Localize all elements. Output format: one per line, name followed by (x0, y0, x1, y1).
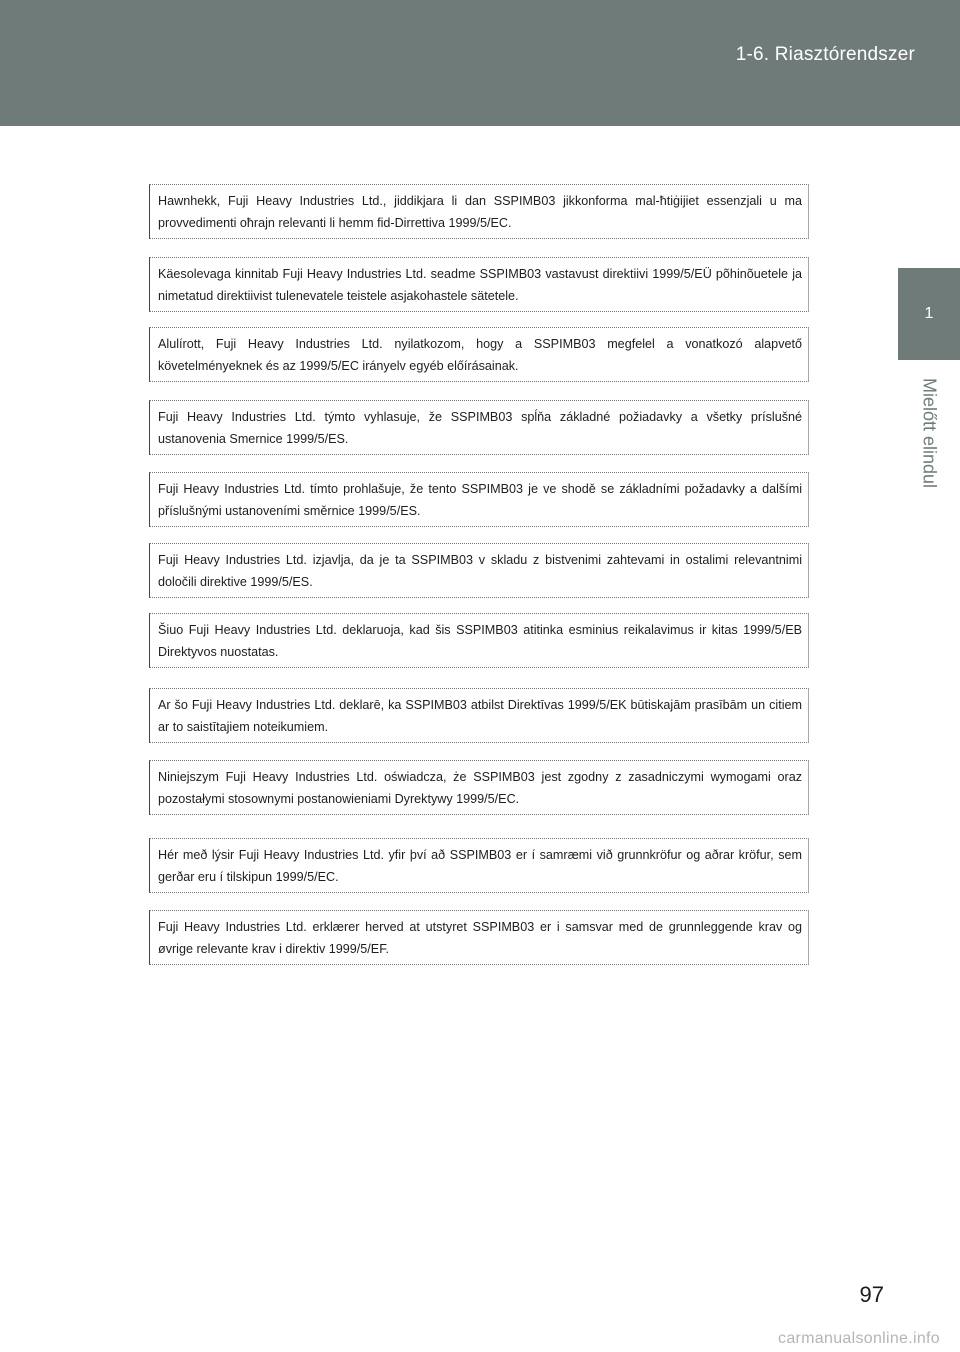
declaration-maltese (149, 184, 809, 239)
section-title: 1-6. Riasztórendszer (735, 44, 915, 65)
declaration-icelandic (149, 838, 809, 893)
declaration-text: Niniejszym Fuji Heavy Industries Ltd. oświadcza, że SSPIMB03 jest zgodny z zasadniczymi wymogami oraz pozostałymi stosownymi postanowieniami Dyrektywy 1999/5/EC. (158, 770, 802, 806)
declaration-slovenian (149, 543, 809, 598)
declaration-text: Käesolevaga kinnitab Fuji Heavy Industries Ltd. seadme SSPIMB03 vastavust direktiivi 1999/5/EÜ põhinõuetele ja nimetatud direktiivist tulenevatele teistele asjakohastele sätetele. (158, 267, 802, 303)
declaration-lithuanian (149, 613, 809, 668)
declaration-text: Hér með lýsir Fuji Heavy Industries Ltd. yfir því að SSPIMB03 er í samræmi við grunnkröfur og aðrar kröfur, sem gerðar eru í tilskipun 1999/5/EC. (158, 848, 802, 884)
chapter-tab (898, 268, 960, 360)
declaration-text: Fuji Heavy Industries Ltd. týmto vyhlasuje, že SSPIMB03 spĺňa základné požiadavky a všetky príslušné ustanovenia Smernice 1999/5/ES. (158, 410, 802, 446)
declaration-estonian (149, 257, 809, 312)
declaration-hungarian (149, 327, 809, 382)
declaration-text: Fuji Heavy Industries Ltd. tímto prohlašuje, že tento SSPIMB03 je ve shodě se základními požadavky a dalšími příslušnými ustanoveními směrnice 1999/5/ES. (158, 482, 802, 518)
page-header (0, 0, 960, 126)
chapter-label-text: Mielőtt elindul (919, 377, 940, 489)
declaration-text: Hawnhekk, Fuji Heavy Industries Ltd., jiddikjara li dan SSPIMB03 jikkonforma mal-ħtiġijiet essenzjali u ma provvedimenti oħrajn relevanti li hemm fid-Dirrettiva 1999/5/EC. (158, 194, 802, 230)
declaration-text: Šiuo Fuji Heavy Industries Ltd. deklaruoja, kad šis SSPIMB03 atitinka esminius reikalavimus ir kitas 1999/5/EB Direktyvos nuostatas. (158, 623, 802, 659)
watermark-link[interactable]: carmanualsonline.info (778, 1330, 940, 1347)
chapter-label (898, 366, 960, 500)
declaration-text: Ar šo Fuji Heavy Industries Ltd. deklarē, ka SSPIMB03 atbilst Direktīvas 1999/5/EK būtiskajām prasībām un citiem ar to saistītajiem noteikumiem. (158, 698, 802, 734)
declaration-czech (149, 472, 809, 527)
declaration-polish (149, 760, 809, 815)
chapter-number: 1 (924, 305, 934, 322)
declaration-latvian (149, 688, 809, 743)
declaration-slovak (149, 400, 809, 455)
declaration-text: Alulírott, Fuji Heavy Industries Ltd. nyilatkozom, hogy a SSPIMB03 megfelel a vonatkozó alapvető követelményeknek és az 1999/5/EC irányelv egyéb előírásainak. (158, 337, 802, 373)
declaration-text: Fuji Heavy Industries Ltd. izjavlja, da je ta SSPIMB03 v skladu z bistvenimi zahtevami in ostalimi relevantnimi določili direktive 1999/5/ES. (158, 553, 802, 589)
page-number: 97 (859, 1282, 884, 1307)
declaration-text: Fuji Heavy Industries Ltd. erklærer herved at utstyret SSPIMB03 er i samsvar med de grunnleggende krav og øvrige relevante krav i direktiv 1999/5/EF. (158, 920, 802, 956)
declaration-norwegian (149, 910, 809, 965)
